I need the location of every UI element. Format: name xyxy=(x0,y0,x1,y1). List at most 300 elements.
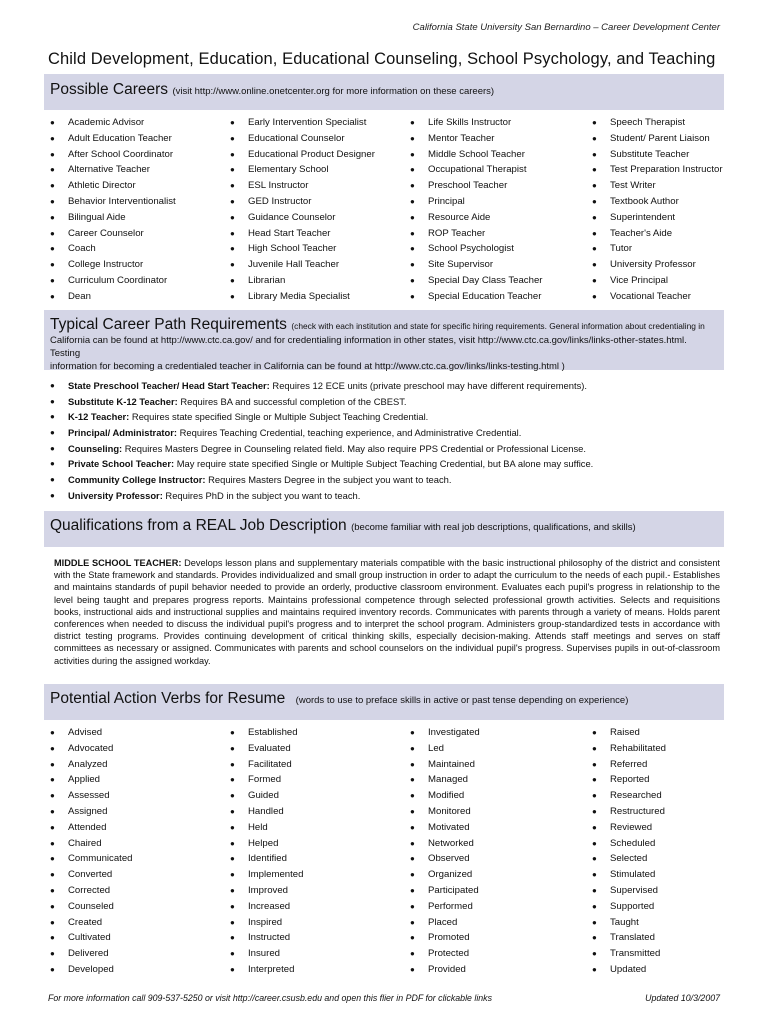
verb-item-label: Promoted xyxy=(428,932,470,944)
list-item xyxy=(50,930,230,946)
list-item xyxy=(592,946,730,962)
career-item-label: Coach xyxy=(68,243,96,255)
list-item xyxy=(410,147,592,163)
career-item-label: Career Counselor xyxy=(68,227,144,239)
list-item xyxy=(230,883,410,899)
bullet-icon: ● xyxy=(50,133,55,143)
verb-item-label: Transmitted xyxy=(610,948,661,960)
list-item xyxy=(592,962,730,978)
list-item xyxy=(592,226,730,242)
list-item xyxy=(230,915,410,931)
bullet-icon: ● xyxy=(230,791,235,801)
verb-item-label: Counseled xyxy=(68,900,114,912)
list-item xyxy=(50,178,230,194)
footer-contact: For more information call 909-537-5250 or visit http://career.csusb.edu and open this flier in PDF for clickable links xyxy=(48,993,492,1003)
verb-item-label: Converted xyxy=(68,869,113,881)
bullet-icon: ● xyxy=(592,149,597,159)
verb-item-label: Helped xyxy=(248,837,279,849)
bullet-icon: ● xyxy=(592,291,597,301)
requirement-text: Requires Teaching Credential, teaching experience, and Administrative Credential. xyxy=(177,427,522,439)
requirement-text: Requires BA and successful completion of the CBEST. xyxy=(177,395,407,407)
requirement-role: Community College Instructor: xyxy=(68,474,206,486)
bullet-icon: ● xyxy=(50,964,55,974)
bullet-icon: ● xyxy=(50,854,55,864)
verb-item-label: Assessed xyxy=(68,790,110,802)
list-item xyxy=(410,883,592,899)
bullet-icon: ● xyxy=(410,212,415,222)
bullet-icon: ● xyxy=(592,964,597,974)
career-item-label: Preschool Teacher xyxy=(428,180,508,192)
career-item-label: Mentor Teacher xyxy=(428,132,495,144)
list-item xyxy=(592,930,730,946)
bullet-icon: ● xyxy=(410,275,415,285)
verb-item-label: Attended xyxy=(68,821,107,833)
verb-item-label: Established xyxy=(248,727,298,738)
list-item xyxy=(50,147,230,163)
bullet-icon: ● xyxy=(230,244,235,254)
list-item xyxy=(592,194,730,210)
list-item xyxy=(50,289,230,305)
career-item-label: Curriculum Coordinator xyxy=(68,274,168,286)
list-item xyxy=(50,409,730,425)
bullet-icon: ● xyxy=(50,490,55,500)
list-item xyxy=(592,147,730,163)
bullet-icon: ● xyxy=(410,822,415,832)
list-item xyxy=(230,788,410,804)
bullet-icon: ● xyxy=(230,917,235,927)
verb-item-label: Referred xyxy=(610,758,648,770)
bullet-icon: ● xyxy=(230,228,235,238)
verb-item-label: Performed xyxy=(428,900,473,912)
verb-item-label: Handled xyxy=(248,805,284,817)
bullet-icon: ● xyxy=(410,181,415,191)
bullet-icon: ● xyxy=(50,838,55,848)
verb-item-label: Monitored xyxy=(428,805,471,817)
verb-column xyxy=(50,725,230,978)
career-item-label: Vice Principal xyxy=(610,274,668,286)
verb-item-label: Maintained xyxy=(428,758,475,770)
list-item xyxy=(410,867,592,883)
list-item xyxy=(592,741,730,757)
bullet-icon: ● xyxy=(50,933,55,943)
career-item-label: Site Supervisor xyxy=(428,259,494,271)
bullet-icon: ● xyxy=(410,291,415,301)
bullet-icon: ● xyxy=(50,428,55,438)
bullet-icon: ● xyxy=(230,838,235,848)
bullet-icon: ● xyxy=(592,244,597,254)
verbs-note: (words to use to preface skills in active or past tense depending on experience) xyxy=(295,695,629,706)
list-item xyxy=(50,899,230,915)
list-item xyxy=(592,115,730,131)
list-item xyxy=(230,131,410,147)
list-item xyxy=(230,194,410,210)
list-item xyxy=(50,851,230,867)
list-item xyxy=(230,804,410,820)
bullet-icon: ● xyxy=(50,759,55,769)
bullet-icon: ● xyxy=(410,964,415,974)
list-item xyxy=(50,210,230,226)
list-item xyxy=(592,836,730,852)
verb-item-label: Evaluated xyxy=(248,742,291,754)
career-item-label: Vocational Teacher xyxy=(610,290,691,302)
list-item xyxy=(50,226,230,242)
verb-item-label: Analyzed xyxy=(68,758,108,770)
career-column xyxy=(410,115,592,305)
career-item-label: Behavior Interventionalist xyxy=(68,195,176,207)
bullet-icon: ● xyxy=(592,775,597,785)
verb-item-label: Advocated xyxy=(68,742,114,754)
bullet-icon: ● xyxy=(230,775,235,785)
verb-item-label: Assigned xyxy=(68,805,108,817)
list-item xyxy=(50,946,230,962)
bullet-icon: ● xyxy=(230,118,235,127)
verb-item-label: Networked xyxy=(428,837,474,849)
career-item-label: Speech Therapist xyxy=(610,117,686,128)
requirement-role: State Preschool Teacher/ Head Start Teacher: xyxy=(68,380,270,391)
career-item-label: Substitute Teacher xyxy=(610,148,690,160)
requirements-list xyxy=(50,378,730,504)
verb-item-label: Formed xyxy=(248,774,282,786)
bullet-icon: ● xyxy=(410,933,415,943)
verb-item-label: Placed xyxy=(428,916,458,928)
bullet-icon: ● xyxy=(592,854,597,864)
career-item-label: Athletic Director xyxy=(68,180,136,192)
career-item-label: Elementary School xyxy=(248,164,329,176)
list-item xyxy=(50,273,230,289)
list-item xyxy=(50,378,730,394)
list-item xyxy=(592,210,730,226)
list-item xyxy=(50,788,230,804)
bullet-icon: ● xyxy=(410,260,415,270)
list-item xyxy=(592,820,730,836)
bullet-icon: ● xyxy=(592,118,597,127)
bullet-icon: ● xyxy=(50,212,55,222)
bullet-icon: ● xyxy=(592,228,597,238)
career-item-label: Dean xyxy=(68,290,91,302)
list-item xyxy=(50,757,230,773)
verb-item-label: Observed xyxy=(428,853,470,865)
verb-item-label: Taught xyxy=(610,916,639,928)
bullet-icon: ● xyxy=(410,165,415,175)
bullet-icon: ● xyxy=(592,885,597,895)
bullet-icon: ● xyxy=(410,806,415,816)
list-item xyxy=(410,741,592,757)
bullet-icon: ● xyxy=(50,149,55,159)
bullet-icon: ● xyxy=(50,775,55,785)
list-item xyxy=(410,194,592,210)
footer-updated: Updated 10/3/2007 xyxy=(645,993,720,1003)
verb-item-label: Facilitated xyxy=(248,758,292,770)
bullet-icon: ● xyxy=(50,885,55,895)
bullet-icon: ● xyxy=(230,133,235,143)
career-item-label: Guidance Counselor xyxy=(248,211,336,223)
list-item xyxy=(230,147,410,163)
list-item xyxy=(230,741,410,757)
list-item xyxy=(592,757,730,773)
career-item-label: Occupational Therapist xyxy=(428,164,527,176)
list-item xyxy=(230,162,410,178)
verb-item-label: Applied xyxy=(68,774,101,786)
bullet-icon: ● xyxy=(592,791,597,801)
list-item xyxy=(50,456,730,472)
list-item xyxy=(50,131,230,147)
verb-item-label: Instructed xyxy=(248,932,291,944)
verb-item-label: Interpreted xyxy=(248,963,295,975)
bullet-icon: ● xyxy=(230,759,235,769)
bullet-icon: ● xyxy=(592,759,597,769)
job-description xyxy=(54,557,720,667)
list-item xyxy=(592,851,730,867)
verb-item-label: Protected xyxy=(428,948,470,960)
bullet-icon: ● xyxy=(50,228,55,238)
list-item xyxy=(50,804,230,820)
bullet-icon: ● xyxy=(592,275,597,285)
bullet-icon: ● xyxy=(592,822,597,832)
list-item xyxy=(410,131,592,147)
list-item xyxy=(410,899,592,915)
verb-item-label: Chaired xyxy=(68,837,102,849)
list-item xyxy=(230,899,410,915)
list-item xyxy=(410,836,592,852)
career-item-label: ROP Teacher xyxy=(428,227,486,239)
job-text: Develops lesson plans and supplementary materials compatible with the basic instructional philosophy of the district and consistent with the State framework and standards. Provides individualized and small group instruction in order to adapt the curriculum to the needs of each pupil.- Establishes and maintains standards of pupil behavior needed to provide an orderly, productive classroom environment. Evaluates each pupil's progress in relationship to the level being taught and prepares progress reports. Maintains professional competence through selected professional growth activities. Selects and requisitions books, instructional aids and instructional supplies and maintains required inventory records. Communicates with parents through a variety of means. Holds parent conferences when needed to discuss the individual pupil's progress and to interpret the school program. Administers group-standardized tests in accordance with district testing programs. Provides continuing development of critical thinking skills, especially decision-making. Attends staff meetings and serves on staff committees as necessary or assigned. Communicates with parents and school counselors on the individual pupil's progress. Supervises pupils in out-of-classroom activities during the assigned workday. xyxy=(54,558,720,666)
bullet-icon: ● xyxy=(592,165,597,175)
path-note-line-2: California can be found at http://www.ctc.ca.gov/ and for credentialing information in other states, visit http://www.ctc.ca.gov/links/links-other-states.html. Testing xyxy=(50,335,687,359)
bullet-icon: ● xyxy=(592,870,597,880)
requirement-text: Requires Masters Degree in the subject you want to teach. xyxy=(205,474,452,486)
career-item-label: Resource Aide xyxy=(428,211,491,223)
bullet-icon: ● xyxy=(50,949,55,959)
list-item xyxy=(592,725,730,741)
job-role: MIDDLE SCHOOL TEACHER: xyxy=(54,558,182,568)
bullet-icon: ● xyxy=(410,791,415,801)
verb-item-label: Delivered xyxy=(68,948,109,960)
list-item xyxy=(410,725,592,741)
list-item xyxy=(592,883,730,899)
verb-item-label: Updated xyxy=(610,963,647,975)
list-item xyxy=(230,210,410,226)
list-item xyxy=(230,289,410,305)
verb-item-label: Selected xyxy=(610,853,648,865)
bullet-icon: ● xyxy=(230,885,235,895)
verb-item-label: Modified xyxy=(428,790,465,802)
verb-item-label: Translated xyxy=(610,932,655,944)
bullet-icon: ● xyxy=(230,822,235,832)
list-item xyxy=(50,867,230,883)
page-title: Child Development, Education, Educational Counseling, School Psychology, and Teaching xyxy=(48,50,716,68)
bullet-icon: ● xyxy=(410,728,415,737)
requirement-role: Private School Teacher: xyxy=(68,458,175,470)
bullet-icon: ● xyxy=(50,870,55,880)
bullet-icon: ● xyxy=(410,149,415,159)
requirement-role: K-12 Teacher: xyxy=(68,411,130,423)
bullet-icon: ● xyxy=(230,933,235,943)
bullet-icon: ● xyxy=(50,196,55,206)
career-column xyxy=(592,115,730,305)
list-item xyxy=(230,962,410,978)
bullet-icon: ● xyxy=(230,196,235,206)
list-item xyxy=(50,425,730,441)
career-item-label: Head Start Teacher xyxy=(248,227,331,239)
list-item xyxy=(50,115,230,131)
bullet-icon: ● xyxy=(230,806,235,816)
list-item xyxy=(230,820,410,836)
verb-item-label: Held xyxy=(248,821,268,833)
list-item xyxy=(410,804,592,820)
bullet-icon: ● xyxy=(592,133,597,143)
bullet-icon: ● xyxy=(230,181,235,191)
career-item-label: Academic Advisor xyxy=(68,117,145,128)
requirement-role: Substitute K-12 Teacher: xyxy=(68,395,178,407)
bullet-icon: ● xyxy=(592,949,597,959)
verb-item-label: Supported xyxy=(610,900,655,912)
career-item-label: GED Instructor xyxy=(248,195,312,207)
bullet-icon: ● xyxy=(410,870,415,880)
list-item xyxy=(50,194,230,210)
list-item xyxy=(592,241,730,257)
list-item xyxy=(592,899,730,915)
bullet-icon: ● xyxy=(410,196,415,206)
career-item-label: Student/ Parent Liaison xyxy=(610,132,710,144)
career-item-label: Teacher's Aide xyxy=(610,227,673,239)
verb-item-label: Led xyxy=(428,742,445,754)
list-item xyxy=(410,241,592,257)
bullet-icon: ● xyxy=(230,854,235,864)
list-item xyxy=(50,472,730,488)
bullet-icon: ● xyxy=(410,854,415,864)
bullet-icon: ● xyxy=(410,901,415,911)
list-item xyxy=(50,772,230,788)
list-item xyxy=(50,441,730,457)
careers-band xyxy=(44,74,724,110)
career-item-label: Educational Counselor xyxy=(248,132,345,144)
list-item xyxy=(50,257,230,273)
list-item xyxy=(50,488,730,504)
requirement-role: Counseling: xyxy=(68,442,123,454)
verb-column xyxy=(592,725,730,978)
careers-list xyxy=(50,115,730,305)
bullet-icon: ● xyxy=(50,728,55,737)
career-item-label: Special Education Teacher xyxy=(428,290,542,302)
career-item-label: Educational Product Designer xyxy=(248,148,375,160)
career-column xyxy=(50,115,230,305)
career-item-label: Library Media Specialist xyxy=(248,290,350,302)
career-item-label: ESL Instructor xyxy=(248,180,309,192)
verb-item-label: Investigated xyxy=(428,727,480,738)
bullet-icon: ● xyxy=(50,443,55,453)
list-item xyxy=(50,241,230,257)
requirement-text: May require state specified Single or Multiple Subject Teaching Credential, but BA alone may suffice. xyxy=(174,458,594,470)
list-item xyxy=(230,851,410,867)
requirement-text: Requires Masters Degree in Counseling related field. May also require PPS Credential or Professional License. xyxy=(122,442,586,454)
verbs-heading: Potential Action Verbs for Resume xyxy=(50,690,286,707)
list-item xyxy=(592,273,730,289)
career-column xyxy=(230,115,410,305)
list-item xyxy=(410,289,592,305)
bullet-icon: ● xyxy=(50,396,55,406)
list-item xyxy=(592,257,730,273)
bullet-icon: ● xyxy=(230,728,235,737)
verb-item-label: Managed xyxy=(428,774,469,786)
verb-item-label: Implemented xyxy=(248,869,304,881)
bullet-icon: ● xyxy=(50,901,55,911)
list-item xyxy=(410,178,592,194)
bullet-icon: ● xyxy=(592,181,597,191)
list-item xyxy=(592,289,730,305)
list-item xyxy=(230,772,410,788)
verb-item-label: Motivated xyxy=(428,821,470,833)
career-item-label: Superintendent xyxy=(610,211,676,223)
bullet-icon: ● xyxy=(410,838,415,848)
verb-item-label: Insured xyxy=(248,948,280,960)
bullet-icon: ● xyxy=(410,118,415,127)
list-item xyxy=(410,788,592,804)
list-item xyxy=(230,930,410,946)
bullet-icon: ● xyxy=(50,165,55,175)
bullet-icon: ● xyxy=(592,743,597,753)
list-item xyxy=(50,162,230,178)
bullet-icon: ● xyxy=(50,260,55,270)
verb-item-label: Participated xyxy=(428,884,479,896)
bullet-icon: ● xyxy=(50,412,55,422)
verb-item-label: Reported xyxy=(610,774,650,786)
verb-item-label: Provided xyxy=(428,963,466,975)
career-item-label: Textbook Author xyxy=(610,195,679,207)
bullet-icon: ● xyxy=(410,775,415,785)
list-item xyxy=(50,725,230,741)
list-item xyxy=(230,273,410,289)
bullet-icon: ● xyxy=(410,228,415,238)
list-item xyxy=(410,115,592,131)
path-note-line-3: information for becoming a credentialed teacher in California can be found at http://www.ctc.ca.gov/links/links-testing.html ) xyxy=(50,361,565,372)
bullet-icon: ● xyxy=(230,964,235,974)
list-item xyxy=(410,915,592,931)
bullet-icon: ● xyxy=(410,133,415,143)
path-note: (check with each institution and state for specific hiring requirements. General information about credentialing in xyxy=(291,321,705,331)
career-item-label: Test Preparation Instructor xyxy=(610,164,723,176)
bullet-icon: ● xyxy=(50,791,55,801)
verb-item-label: Stimulated xyxy=(610,869,656,881)
bullet-icon: ● xyxy=(230,212,235,222)
path-band xyxy=(44,310,724,370)
career-item-label: Early Intervention Specialist xyxy=(248,117,367,128)
list-item xyxy=(410,226,592,242)
bullet-icon: ● xyxy=(410,244,415,254)
list-item xyxy=(410,273,592,289)
requirement-text: Requires 12 ECE units (private preschool may have different requirements). xyxy=(269,380,587,391)
verbs-band xyxy=(44,684,724,720)
bullet-icon: ● xyxy=(50,381,55,390)
list-item xyxy=(592,178,730,194)
list-item xyxy=(410,210,592,226)
qualifications-note: (become familiar with real job descriptions, qualifications, and skills) xyxy=(351,522,636,533)
verb-column xyxy=(230,725,410,978)
bullet-icon: ● xyxy=(230,275,235,285)
qualifications-heading: Qualifications from a REAL Job Description xyxy=(50,517,347,534)
verb-item-label: Rehabilitated xyxy=(610,742,667,754)
bullet-icon: ● xyxy=(410,949,415,959)
verb-item-label: Supervised xyxy=(610,884,658,896)
bullet-icon: ● xyxy=(50,806,55,816)
bullet-icon: ● xyxy=(230,743,235,753)
bullet-icon: ● xyxy=(592,806,597,816)
list-item xyxy=(592,867,730,883)
list-item xyxy=(592,804,730,820)
verb-item-label: Increased xyxy=(248,900,291,912)
requirement-text: Requires PhD in the subject you want to teach. xyxy=(162,489,361,501)
verb-item-label: Communicated xyxy=(68,853,133,865)
bullet-icon: ● xyxy=(410,917,415,927)
